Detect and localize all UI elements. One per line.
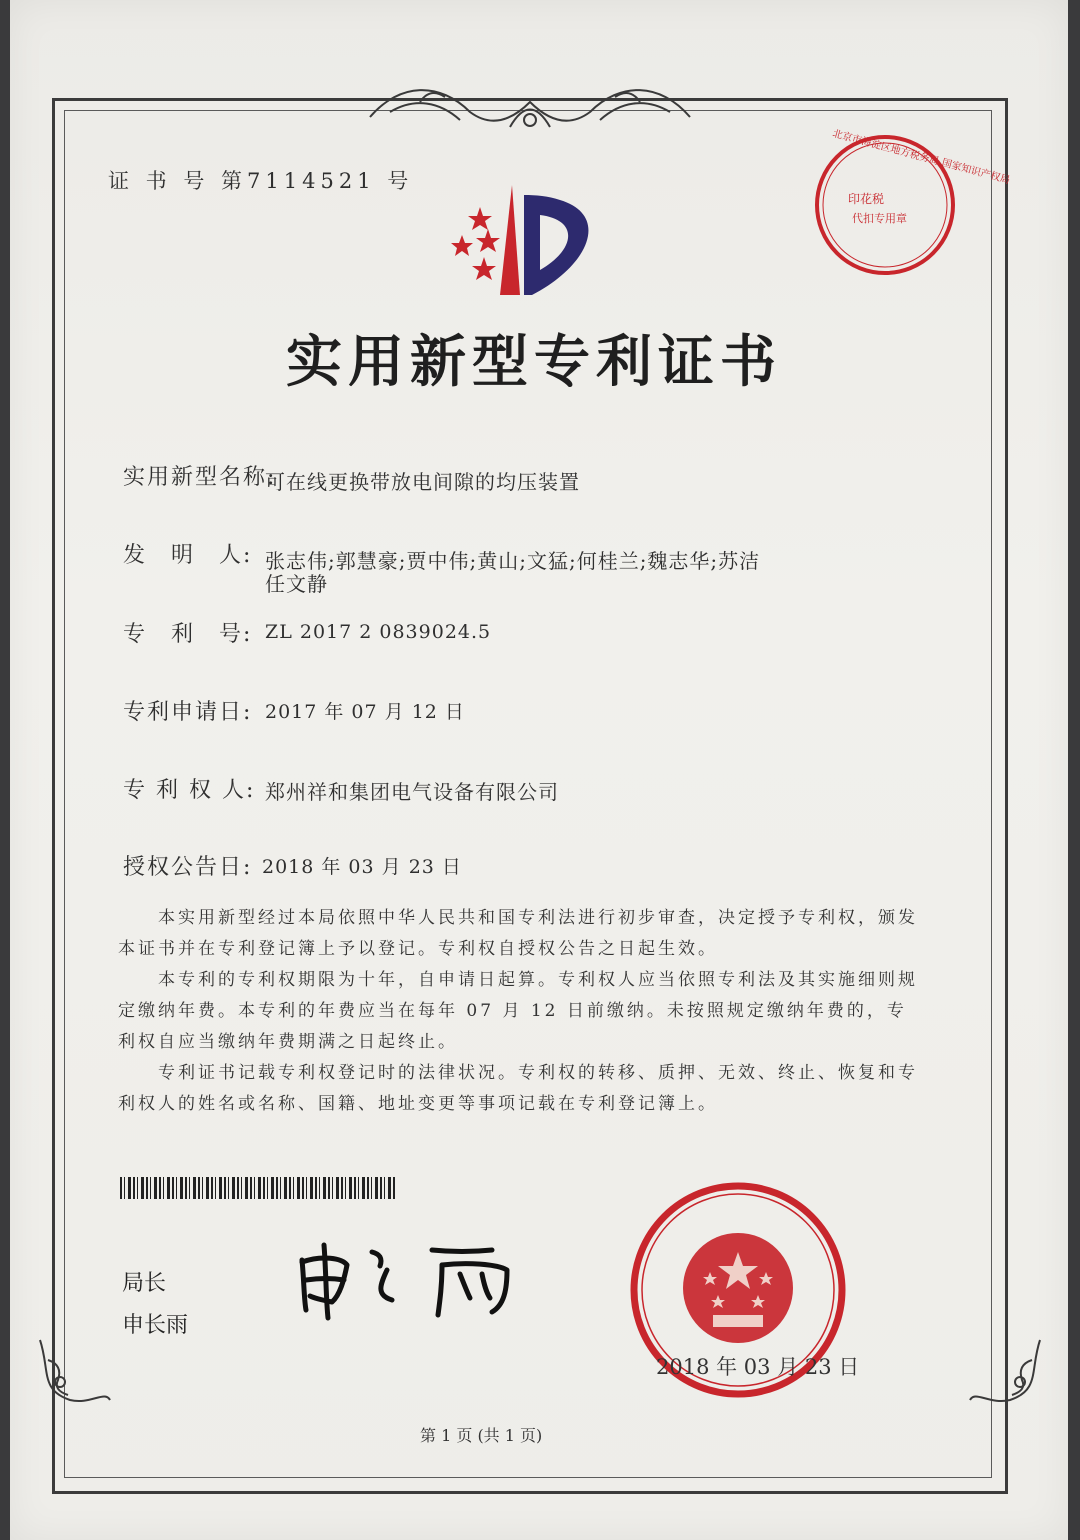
tax-stamp-ring-text: 北京市海淀区地方税务局 国家知识产权局 [831, 128, 1011, 187]
barcode-icon [120, 1177, 396, 1199]
field-value-inventor: 张志伟;郭慧豪;贾中伟;黄山;文猛;何桂兰;魏志华;苏洁 [265, 549, 761, 573]
certificate-number: 证 书 号 第7114521 号 [108, 169, 414, 193]
field-value-name: 可在线更换带放电间隙的均压装置 [265, 470, 580, 494]
field-value-grant-date: 2018 年 03 月 23 日 [262, 856, 462, 878]
field-label-patent-no: 专 利 号: [123, 622, 253, 647]
tax-stamp-center-2: 代扣专用章 [852, 212, 907, 225]
field-label-grant-date: 授权公告日: [123, 855, 253, 880]
body-paragraph-3: 专利证书记载专利权登记时的法律状况。专利权的转移、质押、无效、终止、恢复和专利权人的姓名或名称、国籍、地址变更等事项记载在专利登记簿上。 [118, 1063, 918, 1114]
page-number: 第 1 页 (共 1 页) [420, 1426, 543, 1445]
field-value-patent-no: ZL 2017 2 0839024.5 [265, 621, 492, 643]
field-value-inventor-2: 任文静 [265, 572, 328, 596]
handwritten-signature-icon [292, 1240, 532, 1320]
corner-ornament-icon [960, 1320, 1050, 1410]
certificate-title: 实用新型专利证书 [286, 330, 782, 395]
corner-ornament-icon [30, 1320, 120, 1410]
body-paragraph-1: 本实用新型经过本局依照中华人民共和国专利法进行初步审查，决定授予专利权，颁发本证书并在专利登记簿上予以登记。专利权自授权公告之日起生效。 [118, 908, 918, 959]
signature-name: 申长雨 [122, 1313, 189, 1338]
field-label-inventor: 发 明 人: [123, 543, 253, 568]
field-value-apply-date: 2017 年 07 月 12 日 [265, 701, 465, 723]
top-ornament-icon [360, 72, 700, 142]
field-label-owner: 专 利 权 人: [123, 778, 256, 803]
signature-role: 局长 [122, 1271, 167, 1296]
field-label-name: 实用新型名称: [123, 465, 277, 490]
field-label-apply-date: 专利申请日: [123, 700, 253, 725]
field-value-owner: 郑州祥和集团电气设备有限公司 [265, 780, 559, 804]
seal-date: 2018 年 03 月 23 日 [656, 1355, 860, 1379]
patent-office-logo-icon [440, 185, 610, 305]
body-paragraph-2: 本专利的专利权期限为十年，自申请日起算。专利权人应当依照专利法及其实施细则规定缴纳年费。本专利的年费应当在每年 07 月 12 日前缴纳。未按照规定缴纳年费的，专利权自应当缴纳年费期满之日起终止。 [118, 970, 918, 1052]
tax-stamp-center-1: 印花税 [848, 192, 885, 206]
